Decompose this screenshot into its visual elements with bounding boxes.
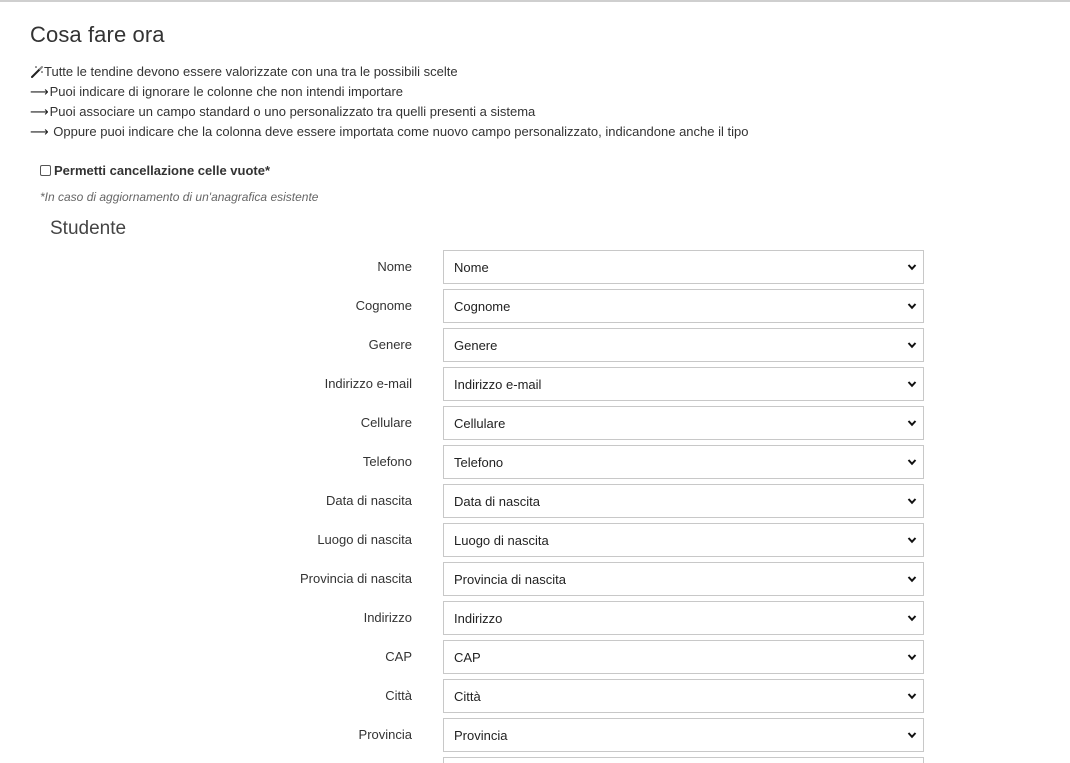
chevron-down-icon	[907, 301, 917, 311]
field-row-telefono	[0, 445, 1070, 484]
chevron-down-icon	[907, 574, 917, 584]
page-title: Cosa fare ora	[30, 22, 165, 47]
field-select[interactable]	[443, 523, 924, 557]
chevron-down-icon	[907, 691, 917, 701]
allow-clear-label: Permetti cancellazione celle vuote*	[54, 163, 271, 178]
field-select-value: Genere	[454, 337, 498, 353]
allow-clear-checkbox[interactable]	[40, 165, 51, 176]
field-select[interactable]	[443, 757, 924, 763]
chevron-down-icon	[907, 535, 917, 545]
instruction-item	[30, 122, 748, 142]
field-select[interactable]	[443, 289, 924, 323]
field-row-cap	[0, 640, 1070, 679]
field-select[interactable]	[443, 640, 924, 674]
field-label: Luogo di nascita	[317, 532, 412, 547]
field-select-value: Provincia	[454, 727, 508, 743]
field-label: Cellulare	[360, 415, 412, 430]
instructions-list	[30, 62, 748, 142]
arrow-right-icon: ⟶	[30, 104, 49, 119]
field-select-value: Luogo di nascita	[454, 532, 549, 548]
field-row-provincia-nascita	[0, 562, 1070, 601]
field-row-nome	[0, 250, 1070, 289]
field-select-value: Nome	[454, 259, 489, 275]
field-row-indirizzo	[0, 601, 1070, 640]
field-select[interactable]	[443, 328, 924, 362]
field-select-value: Cognome	[454, 298, 511, 314]
field-select[interactable]	[443, 445, 924, 479]
instruction-item	[30, 62, 748, 82]
field-mapping-form	[0, 250, 1070, 763]
field-select-value: Cellulare	[454, 415, 506, 431]
arrow-right-icon: ⟶	[30, 124, 49, 139]
instruction-text: Oppure puoi indicare che la colonna deve essere importata come nuovo campo personalizzato, indicandone anche il tipo	[49, 124, 749, 139]
field-select[interactable]	[443, 484, 924, 518]
allow-clear-option[interactable]	[40, 163, 270, 178]
field-select[interactable]	[443, 367, 924, 401]
field-label: Indirizzo	[363, 610, 412, 625]
magic-wand-icon	[30, 65, 44, 79]
chevron-down-icon	[907, 262, 917, 272]
field-label: Provincia	[358, 727, 412, 742]
field-select[interactable]	[443, 562, 924, 596]
field-label: Indirizzo e-mail	[324, 376, 412, 391]
instruction-item	[30, 102, 748, 122]
field-select[interactable]	[443, 406, 924, 440]
field-row-data-nascita	[0, 484, 1070, 523]
section-title: Studente	[50, 218, 127, 239]
field-row-cellulare	[0, 406, 1070, 445]
field-select[interactable]	[443, 718, 924, 752]
field-label: Provincia di nascita	[300, 571, 412, 586]
field-select-value: Indirizzo e-mail	[454, 376, 542, 392]
field-select[interactable]	[443, 679, 924, 713]
field-row-email	[0, 367, 1070, 406]
chevron-down-icon	[907, 457, 917, 467]
chevron-down-icon	[907, 613, 917, 623]
field-select-value: Indirizzo	[454, 610, 503, 626]
field-row-cognome	[0, 289, 1070, 328]
chevron-down-icon	[907, 730, 917, 740]
field-row-partial	[0, 757, 1070, 763]
field-row-citta	[0, 679, 1070, 718]
chevron-down-icon	[907, 496, 917, 506]
field-select-value: Data di nascita	[454, 493, 540, 509]
chevron-down-icon	[907, 652, 917, 662]
instruction-item	[30, 82, 748, 102]
field-label: CAP	[385, 649, 412, 664]
field-row-provincia	[0, 718, 1070, 757]
allow-clear-note: *In caso di aggiornamento di un'anagrafica esistente	[40, 190, 319, 204]
field-label: Nome	[377, 259, 412, 274]
field-label: Telefono	[362, 454, 412, 469]
instruction-text: Tutte le tendine devono essere valorizzate con una tra le possibili scelte	[44, 64, 458, 79]
chevron-down-icon	[907, 418, 917, 428]
field-label: Data di nascita	[326, 493, 412, 508]
field-select[interactable]	[443, 601, 924, 635]
field-row-genere	[0, 328, 1070, 367]
field-select-value: Città	[454, 688, 481, 704]
field-select-value: Provincia di nascita	[454, 571, 566, 587]
field-select[interactable]	[443, 250, 924, 284]
field-label: Cognome	[355, 298, 412, 313]
field-select-value: CAP	[454, 649, 481, 665]
instruction-text: Puoi associare un campo standard o uno personalizzato tra quelli presenti a sistema	[49, 104, 536, 119]
chevron-down-icon	[907, 379, 917, 389]
field-label: Genere	[368, 337, 412, 352]
field-select-value: Telefono	[454, 454, 504, 470]
arrow-right-icon: ⟶	[30, 84, 49, 99]
instruction-text: Puoi indicare di ignorare le colonne che non intendi importare	[49, 84, 404, 99]
chevron-down-icon	[907, 340, 917, 350]
field-row-luogo-nascita	[0, 523, 1070, 562]
field-label: Città	[385, 688, 412, 703]
